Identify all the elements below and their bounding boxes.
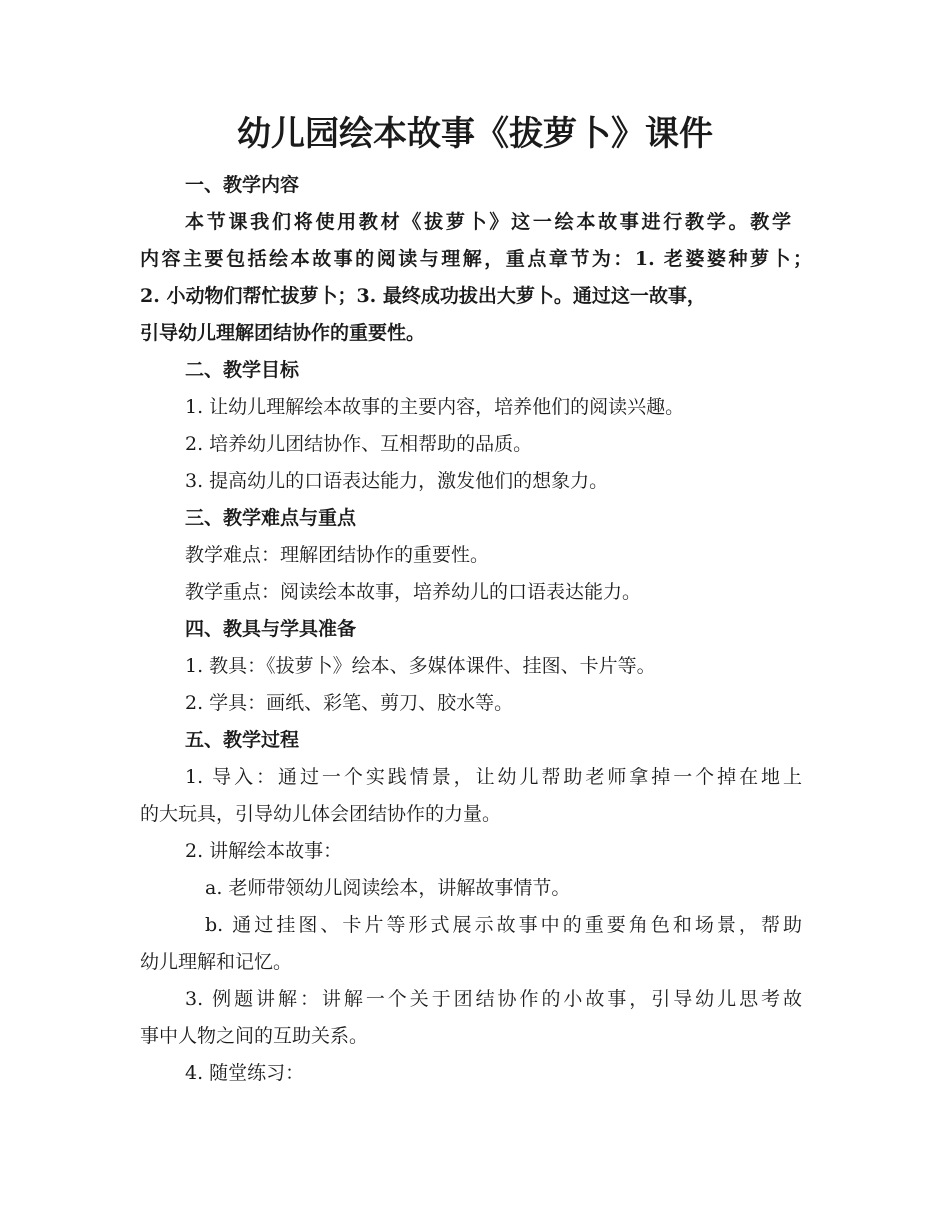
process-step: 4. 随堂练习：	[185, 1062, 305, 1084]
process-substep: a. 老师带领幼儿阅读绘本，讲解故事情节。	[205, 877, 571, 899]
section-heading-process: 五、教学过程	[185, 729, 300, 751]
process-step-line: 事中人物之间的互助关系。	[140, 1025, 369, 1047]
material-item: 1. 教具：《拔萝卜》绘本、多媒体课件、挂图、卡片等。	[185, 655, 656, 677]
process-step-line: 3. 例题讲解：讲解一个关于团结协作的小故事，引导幼儿思考故	[185, 988, 802, 1010]
process-step-line: 1. 导入：通过一个实践情景，让幼儿帮助老师拿掉一个掉在地上	[185, 766, 802, 788]
document-title: 幼儿园绘本故事《拔萝卜》课件	[237, 114, 713, 154]
process-step-line: 的大玩具，引导幼儿体会团结协作的力量。	[140, 803, 502, 825]
material-item: 2. 学具：画纸、彩笔、剪刀、胶水等。	[185, 692, 514, 714]
process-step: 2. 讲解绘本故事：	[185, 840, 343, 862]
content-paragraph-line: 内容主要包括绘本故事的阅读与理解，重点章节为：1. 老婆婆种萝卜；	[140, 248, 812, 270]
goal-item: 1. 让幼儿理解绘本故事的主要内容，培养他们的阅读兴趣。	[185, 396, 685, 418]
section-heading-goals: 二、教学目标	[185, 359, 300, 381]
goal-item: 2. 培养幼儿团结协作、互相帮助的品质。	[185, 433, 533, 455]
teaching-difficulty: 教学难点：理解团结协作的重要性。	[185, 544, 490, 566]
teaching-focus: 教学重点：阅读绘本故事，培养幼儿的口语表达能力。	[185, 581, 642, 603]
section-heading-materials: 四、教具与学具准备	[185, 618, 357, 640]
content-paragraph-line: 引导幼儿理解团结协作的重要性。	[140, 322, 426, 344]
goal-item: 3. 提高幼儿的口语表达能力，激发他们的想象力。	[185, 470, 609, 492]
content-paragraph-line: 2. 小动物们帮忙拔萝卜；3. 最终成功拔出大萝卜。通过这一故事，	[140, 285, 706, 307]
section-heading-key-points: 三、教学难点与重点	[185, 507, 357, 529]
content-paragraph-line: 本节课我们将使用教材《拔萝卜》这一绘本故事进行教学。教学	[185, 211, 791, 233]
process-substep-line: 幼儿理解和记忆。	[140, 951, 293, 973]
section-heading-content: 一、教学内容	[185, 174, 300, 196]
process-substep-line: b. 通过挂图、卡片等形式展示故事中的重要角色和场景，帮助	[205, 914, 802, 936]
